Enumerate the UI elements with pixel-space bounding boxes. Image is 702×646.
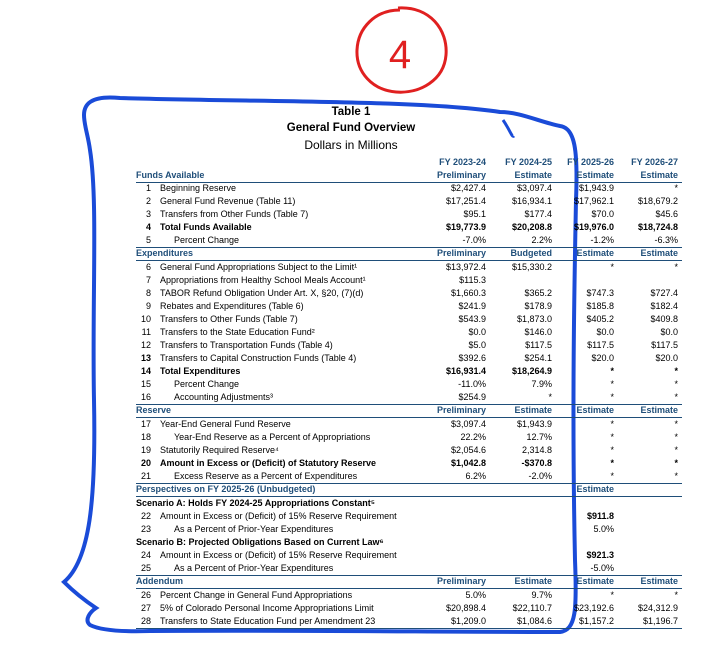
section-reserve-label: Reserve xyxy=(136,405,172,415)
row-label: Transfers to Transportation Funds (Table 4) xyxy=(160,340,333,350)
cell: $16,934.1 xyxy=(511,196,552,206)
cell: $18,264.9 xyxy=(511,366,552,376)
row-number: 23 xyxy=(140,524,151,534)
cell: $405.2 xyxy=(586,314,614,324)
cell: $0.0 xyxy=(660,327,678,337)
row-number: 9 xyxy=(145,301,151,311)
table-row-total xyxy=(136,221,680,234)
cell: $1,943.9 xyxy=(578,183,614,193)
table-units: Dollars in Millions xyxy=(304,138,398,152)
cell: $24,312.9 xyxy=(637,603,678,613)
row-number: 14 xyxy=(140,366,151,376)
cell: $117.5 xyxy=(651,340,678,350)
row-label: Transfers to State Education Fund per Amendment 23 xyxy=(160,616,376,626)
cell: * xyxy=(610,458,614,468)
subhead: Estimate xyxy=(640,248,678,258)
cell: * xyxy=(610,366,614,376)
cell: $365.2 xyxy=(524,288,552,298)
table-row xyxy=(136,352,680,365)
table-row xyxy=(136,261,680,274)
divider xyxy=(136,247,682,248)
cell: * xyxy=(610,590,614,600)
cell: * xyxy=(610,419,614,429)
cell: $254.1 xyxy=(524,353,552,363)
table-row xyxy=(136,615,680,628)
table-row xyxy=(136,313,680,326)
row-number: 11 xyxy=(141,327,151,337)
row-number: 19 xyxy=(140,445,151,455)
cell: $0.0 xyxy=(468,327,486,337)
row-number: 21 xyxy=(140,471,151,481)
cell: * xyxy=(674,419,678,429)
cell: * xyxy=(610,471,614,481)
table-row xyxy=(136,234,680,247)
row-label: General Fund Revenue (Table 11) xyxy=(160,196,296,206)
row-number: 27 xyxy=(140,603,151,613)
row-number: 2 xyxy=(145,196,151,206)
table-row xyxy=(136,470,680,483)
row-number: 8 xyxy=(145,288,151,298)
cell: $17,962.1 xyxy=(573,196,614,206)
cell: $70.0 xyxy=(591,209,614,219)
cell: * xyxy=(674,379,678,389)
subhead: Estimate xyxy=(576,405,614,415)
subhead: Estimate xyxy=(514,576,552,586)
cell: * xyxy=(674,432,678,442)
row-label: Accounting Adjustments³ xyxy=(174,392,274,402)
row-number: 17 xyxy=(140,419,151,429)
subhead: Estimate xyxy=(576,248,614,258)
row-number: 24 xyxy=(140,550,151,560)
cell: $45.6 xyxy=(655,209,678,219)
row-number: 7 xyxy=(145,275,151,285)
cell: $18,724.8 xyxy=(637,222,678,232)
row-label: Year-End General Fund Reserve xyxy=(160,419,291,429)
row-label: As a Percent of Prior-Year Expenditures xyxy=(174,563,334,573)
cell: -5.0% xyxy=(590,563,614,573)
circle-number: 4 xyxy=(388,33,412,77)
section-funds xyxy=(136,169,680,182)
cell: 2.2% xyxy=(531,235,552,245)
cell: $15,330.2 xyxy=(511,262,552,272)
section-perspectives xyxy=(136,483,680,496)
cell: $95.1 xyxy=(463,209,486,219)
row-number: 15 xyxy=(140,379,151,389)
row-number: 10 xyxy=(140,314,151,324)
cell: $921.3 xyxy=(586,550,614,560)
row-number: 20 xyxy=(140,458,151,468)
cell: * xyxy=(674,590,678,600)
row-number: 16 xyxy=(140,392,151,402)
cell: * xyxy=(674,392,678,402)
cell: $3,097.4 xyxy=(450,419,486,429)
cell: 2,314.8 xyxy=(521,445,552,455)
row-label: 5% of Colorado Personal Income Appropriations Limit xyxy=(160,603,374,613)
cell: $18,679.2 xyxy=(637,196,678,206)
row-number: 13 xyxy=(140,353,151,363)
section-addendum-label: Addendum xyxy=(136,576,183,586)
row-number: 5 xyxy=(145,235,151,245)
head-label-1: Preliminary xyxy=(436,170,486,180)
cell: $177.4 xyxy=(524,209,552,219)
cell: $0.0 xyxy=(596,327,614,337)
section-funds-label: Funds Available xyxy=(136,170,205,180)
table-row xyxy=(136,287,680,300)
row-label: Excess Reserve as a Percent of Expenditures xyxy=(174,471,358,481)
row-number: 6 xyxy=(145,262,151,272)
subhead: Preliminary xyxy=(436,576,486,586)
cell: $20,208.8 xyxy=(511,222,552,232)
table-row xyxy=(136,182,680,195)
table-row xyxy=(136,589,680,602)
table-row xyxy=(136,274,680,287)
cell: $1,084.6 xyxy=(516,616,552,626)
cell: 9.7% xyxy=(531,590,552,600)
cell: * xyxy=(610,392,614,402)
row-label: Percent Change in General Fund Appropriations xyxy=(160,590,353,600)
table-row xyxy=(136,510,680,523)
row-label: Year-End Reserve as a Percent of Appropriations xyxy=(174,432,371,442)
cell: $16,931.4 xyxy=(445,366,486,376)
cell: -1.2% xyxy=(590,235,614,245)
cell: 5.0% xyxy=(465,590,486,600)
cell: $2,054.6 xyxy=(450,445,486,455)
cell: $3,097.4 xyxy=(516,183,552,193)
row-label: Total Funds Available xyxy=(160,222,252,232)
cell: * xyxy=(674,262,678,272)
cell: $2,427.4 xyxy=(450,183,486,193)
cell: $13,972.4 xyxy=(445,262,486,272)
section-reserve xyxy=(136,404,680,417)
head-label-4: Estimate xyxy=(640,170,678,180)
row-label: Statutorily Required Reserve⁴ xyxy=(160,445,279,455)
cell: $20,898.4 xyxy=(445,603,486,613)
col-year-3: FY 2025-26 xyxy=(567,157,614,167)
row-label: General Fund Appropriations Subject to the Limit¹ xyxy=(160,262,358,272)
header-years xyxy=(136,156,680,169)
table-title: Table 1 xyxy=(331,106,371,118)
cell: 12.7% xyxy=(526,432,552,442)
table-row xyxy=(136,549,680,562)
scenario-b-header xyxy=(136,536,680,549)
table-row xyxy=(136,195,680,208)
cell: 5.0% xyxy=(593,524,614,534)
subhead: Estimate xyxy=(640,405,678,415)
row-number: 12 xyxy=(140,340,151,350)
cell: $185.8 xyxy=(586,301,614,311)
row-number: 25 xyxy=(140,563,151,573)
table-row xyxy=(136,300,680,313)
subhead: Preliminary xyxy=(436,248,486,258)
subhead: Estimate xyxy=(576,576,614,586)
cell: -2.0% xyxy=(528,471,552,481)
table-row xyxy=(136,602,680,615)
cell: * xyxy=(674,458,678,468)
table-row xyxy=(136,339,680,352)
row-label: Beginning Reserve xyxy=(160,183,237,193)
head-label-2: Estimate xyxy=(514,170,552,180)
row-label: As a Percent of Prior-Year Expenditures xyxy=(174,524,334,534)
cell: * xyxy=(674,183,678,193)
row-label: Percent Change xyxy=(174,235,240,245)
cell: $911.8 xyxy=(586,511,614,521)
row-label: Total Expenditures xyxy=(160,366,241,376)
cell: $22,110.7 xyxy=(512,603,552,613)
red-circle-mark xyxy=(357,8,446,92)
col-year-4: FY 2026-27 xyxy=(631,157,678,167)
cell: * xyxy=(674,445,678,455)
subhead: Preliminary xyxy=(436,405,486,415)
cell: * xyxy=(674,366,678,376)
head-label-3: Estimate xyxy=(576,170,614,180)
row-number: 1 xyxy=(145,183,151,193)
cell: $182.4 xyxy=(650,301,678,311)
row-label: Rebates and Expenditures (Table 6) xyxy=(160,301,304,311)
cell: $20.0 xyxy=(591,353,614,363)
cell: $19,773.9 xyxy=(445,222,486,232)
cell: $1,196.7 xyxy=(642,616,678,626)
row-label: TABOR Refund Obligation Under Art. X, §20, (7)(d) xyxy=(160,288,364,298)
section-expend-label: Expenditures xyxy=(136,248,194,258)
row-label: Amount in Excess or (Deficit) of Statutory Reserve xyxy=(160,458,377,468)
cell: -6.3% xyxy=(654,235,678,245)
cell: $747.3 xyxy=(586,288,614,298)
table-row xyxy=(136,326,680,339)
cell: * xyxy=(548,392,552,402)
cell: -$370.8 xyxy=(521,458,552,468)
cell: $1,157.2 xyxy=(578,616,614,626)
cell: $115.3 xyxy=(459,275,486,285)
row-label: Amount in Excess or (Deficit) of 15% Reserve Requirement xyxy=(160,511,397,521)
subhead: Estimate xyxy=(640,576,678,586)
cell: $1,042.8 xyxy=(450,458,486,468)
row-number: 26 xyxy=(140,590,151,600)
cell: $178.9 xyxy=(524,301,552,311)
cell: $392.6 xyxy=(458,353,486,363)
cell: $146.0 xyxy=(524,327,552,337)
row-label: Percent Change xyxy=(174,379,240,389)
section-expenditures xyxy=(136,247,680,260)
table-row-total xyxy=(136,457,680,470)
cell: $254.9 xyxy=(458,392,486,402)
scenario-a-label: Scenario A: Holds FY 2024-25 Appropriations Constant⁵ xyxy=(136,498,375,508)
table-row xyxy=(136,562,680,575)
row-label: Transfers from Other Funds (Table 7) xyxy=(160,209,309,219)
row-label: Transfers to Capital Construction Funds (Table 4) xyxy=(160,353,357,363)
cell: $727.4 xyxy=(650,288,678,298)
section-addendum xyxy=(136,575,680,588)
row-number: 4 xyxy=(145,222,151,232)
col-year-2: FY 2024-25 xyxy=(505,157,552,167)
cell: $20.0 xyxy=(655,353,678,363)
cell: 6.2% xyxy=(465,471,486,481)
row-label: Amount in Excess or (Deficit) of 15% Reserve Requirement xyxy=(160,550,397,560)
table-row xyxy=(136,418,680,431)
table-row xyxy=(136,378,680,391)
table-row xyxy=(136,444,680,457)
cell: $543.9 xyxy=(458,314,486,324)
scenario-a-header xyxy=(136,497,680,510)
cell: -11.0% xyxy=(458,379,486,389)
row-number: 18 xyxy=(140,432,151,442)
table-row-total xyxy=(136,365,680,378)
cell: $19,976.0 xyxy=(573,222,614,232)
table-row xyxy=(136,208,680,221)
cell: * xyxy=(610,379,614,389)
cell: $5.0 xyxy=(468,340,486,350)
cell: $17,251.4 xyxy=(445,196,486,206)
row-number: 22 xyxy=(140,511,151,521)
cell: 22.2% xyxy=(460,432,486,442)
table-row xyxy=(136,431,680,444)
cell: $23,192.6 xyxy=(573,603,614,613)
cell: * xyxy=(674,471,678,481)
cell: $117.5 xyxy=(525,340,552,350)
cell: $1,943.9 xyxy=(516,419,552,429)
col-year-1: FY 2023-24 xyxy=(439,157,486,167)
scenario-b-label: Scenario B: Projected Obligations Based on Current Law⁶ xyxy=(136,537,384,547)
table-row xyxy=(136,523,680,536)
cell: * xyxy=(610,262,614,272)
cell: $1,209.0 xyxy=(450,616,486,626)
row-number: 28 xyxy=(140,616,151,626)
row-number: 3 xyxy=(145,209,151,219)
row-label: Transfers to Other Funds (Table 7) xyxy=(160,314,298,324)
cell: $409.8 xyxy=(650,314,678,324)
cell: $117.5 xyxy=(587,340,614,350)
subhead: Budgeted xyxy=(510,248,552,258)
divider xyxy=(136,628,682,629)
cell: -7.0% xyxy=(462,235,486,245)
row-label: Transfers to the State Education Fund² xyxy=(160,327,315,337)
cell: 7.9% xyxy=(531,379,552,389)
cell: * xyxy=(610,445,614,455)
subhead: Estimate xyxy=(514,405,552,415)
section-persp-label: Perspectives on FY 2025-26 (Unbudgeted) xyxy=(136,484,316,494)
table-row xyxy=(136,391,680,404)
row-label: Appropriations from Healthy School Meals Account¹ xyxy=(160,275,366,285)
cell: $1,660.3 xyxy=(450,288,486,298)
subhead: Estimate xyxy=(576,484,614,494)
cell: $1,873.0 xyxy=(516,314,552,324)
cell: * xyxy=(610,432,614,442)
cell: $241.9 xyxy=(458,301,486,311)
table-subtitle: General Fund Overview xyxy=(286,122,416,134)
